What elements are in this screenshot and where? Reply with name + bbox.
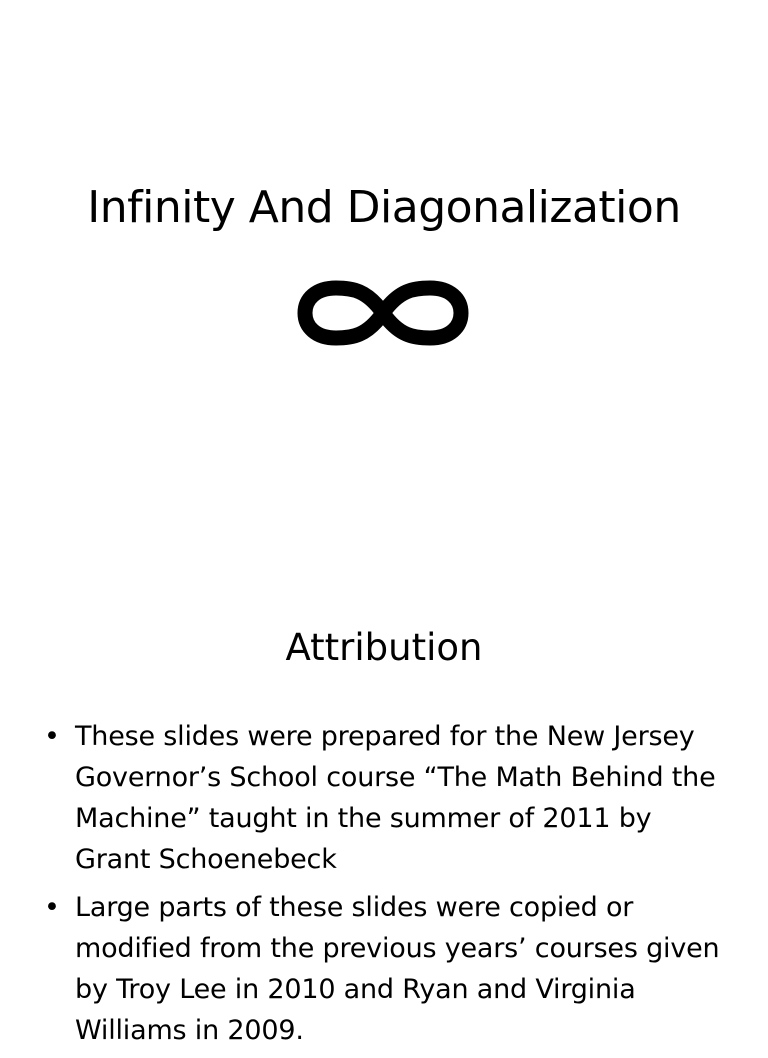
bullet-list: [44, 716, 734, 1058]
slide-title: Attribution: [285, 626, 483, 669]
bullet-icon: •: [44, 721, 60, 752]
slide-title: Infinity And Diagonalization: [87, 182, 681, 233]
bullet-text: These slides were prepared for the New Jersey Governor’s School course “The Math Behind the Machine” taught in the summer of 2011 by Grant Schoenebeck: [75, 721, 716, 875]
bullet-item: [44, 887, 734, 1051]
bullet-text: Large parts of these slides were copied or modified from the previous years’ courses given by Troy Lee in 2010 and Ryan and Virginia Williams in 2009.: [75, 892, 720, 1046]
bullet-item: [44, 716, 734, 880]
attribution-slide: [0, 576, 768, 1046]
bullet-icon: •: [44, 892, 60, 923]
infinity-icon: [294, 279, 472, 347]
